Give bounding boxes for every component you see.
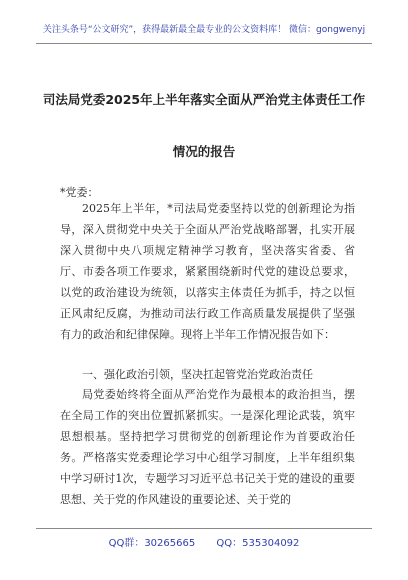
document-title-line-2: 情况的报告 [172, 144, 236, 159]
salutation: *党委： [60, 186, 99, 199]
header-divider [36, 43, 372, 44]
footer-contact [0, 534, 408, 549]
footer-qq-group: QQ群：30265665 [108, 538, 196, 549]
footer-qq-contact: QQ：535304092 [216, 538, 300, 549]
body-paragraph-2: 局党委始终将全面从严治党作为最根本的政治担当，摆在全局工作的突出位置抓紧抓实。一是深化理论武装，筑牢思想根基。坚持把学习贯彻党的创新理论作为首要政治任务。严格落实党委理论学习中心组学习制度，上半年组织集中学习研讨1次，专题学习习近平总书记关于党的建设的重要思想、关于党的作风建设的重要论述、关于党的 [60, 388, 355, 506]
section-heading-1: 一、强化政治引领，坚决扛起管党治党政治责任 [82, 368, 313, 381]
footer-divider [36, 528, 372, 529]
document-title-line-1: 司法局党委2025年上半年落实全面从严治党主体责任工作 [42, 92, 366, 107]
header-promo-note: 关注头条号“公文研究”，获得最新最全最专业的公文资料库！ 微信：gongwenyj [42, 25, 366, 35]
body-paragraph-1: 2025年上半年，*司法局党委坚持以党的创新理论为指导，深入贯彻党中央关于全面从严治党战略部署，扎实开展深入贯彻中央八项规定精神学习教育，坚决落实省委、省厅、市委各项工作要求，紧紧围绕新时代党的建设总要求，以党的政治建设为统领，以落实主体责任为抓手，持之以恒正风肃纪反腐，为推动司法行政工作高质量发展提供了坚强有力的政治和纪律保障。现将上半年工作情况报告如下： [60, 202, 355, 341]
